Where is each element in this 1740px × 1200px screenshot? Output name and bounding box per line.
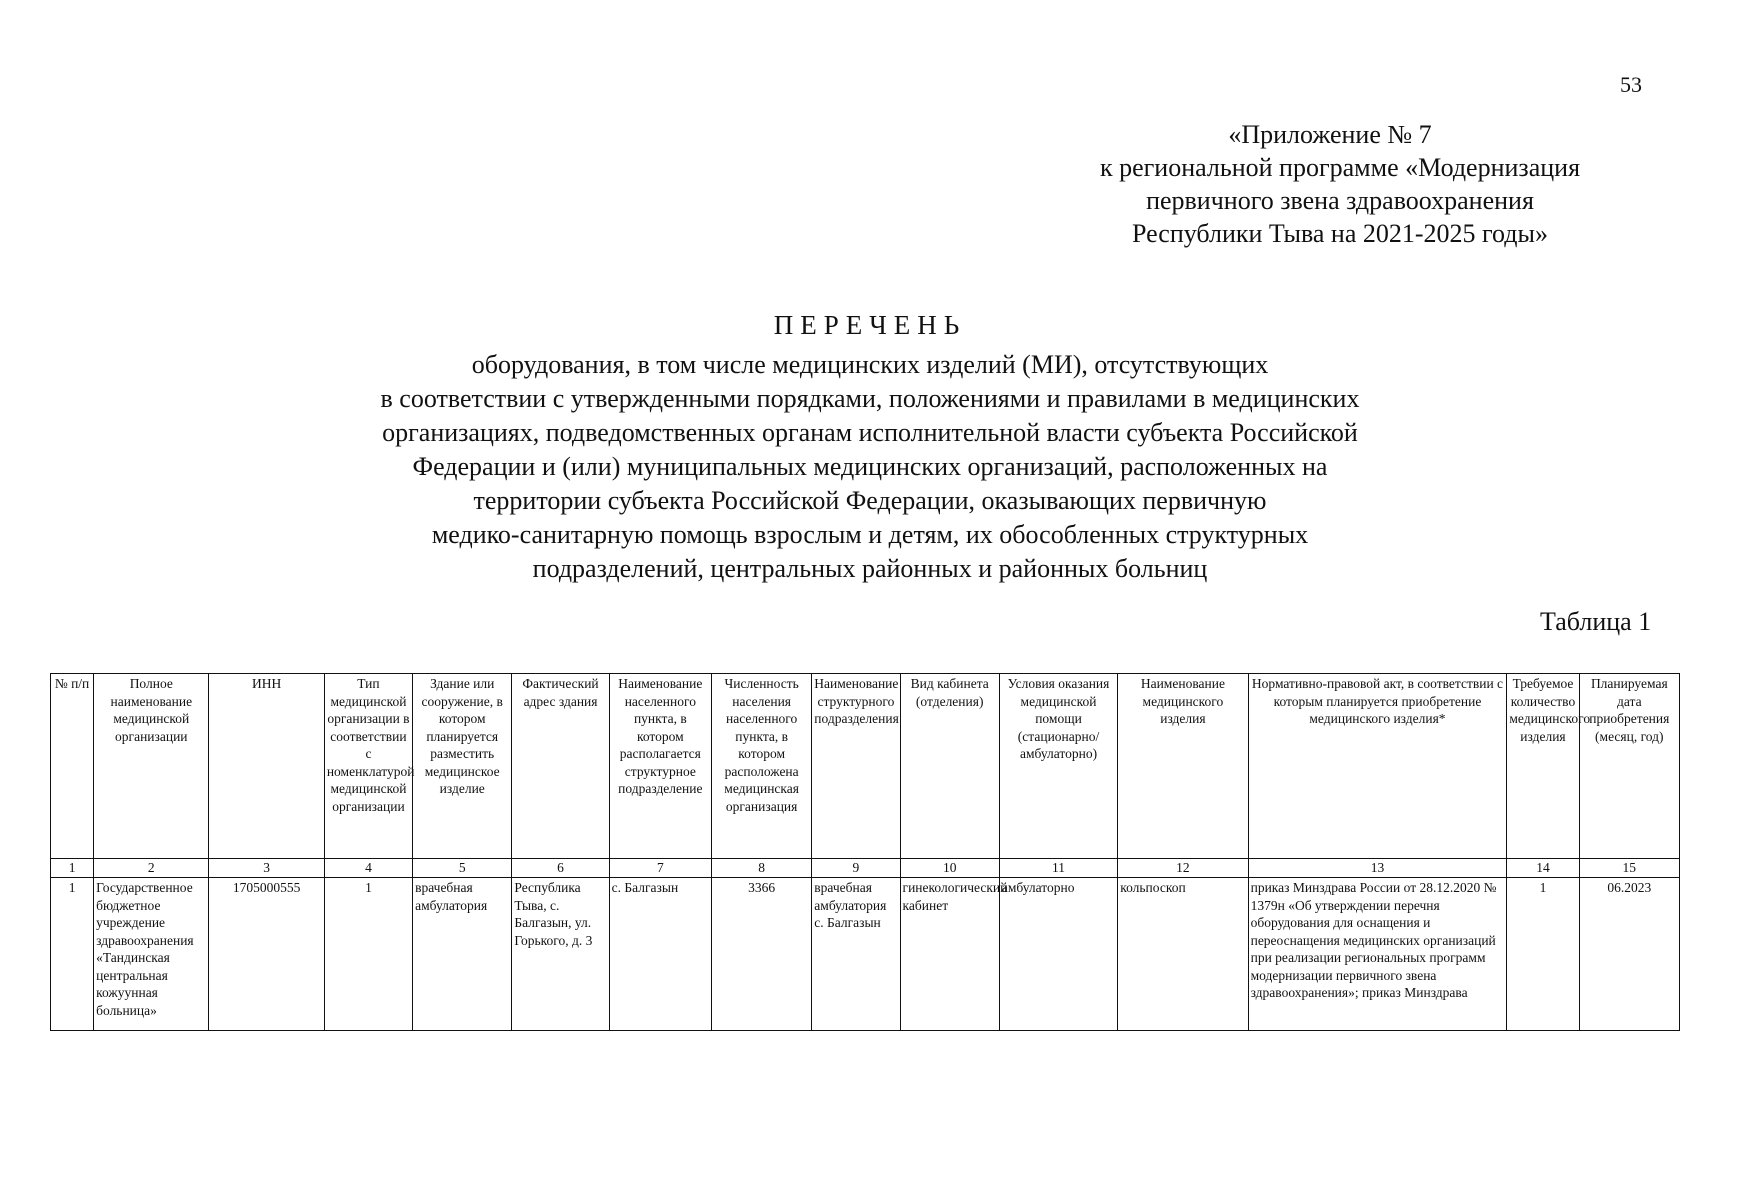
table-header-row [51, 674, 1680, 859]
cell-care-conditions: амбулаторно [999, 878, 1117, 1031]
column-header: Численность населения населенного пункта, в котором расположена медицинская организация [711, 674, 811, 859]
column-header: Полное наименование медицинской организации [94, 674, 209, 859]
document-title: ПЕРЕЧЕНЬ [773, 310, 967, 340]
column-header: Вид кабинета (отделения) [900, 674, 999, 859]
appendix-line: «Приложение № 7 [1228, 120, 1432, 149]
column-header: ИНН [209, 674, 324, 859]
cell-population: 3366 [711, 878, 811, 1031]
document-subtitle [230, 348, 1510, 586]
column-number: 13 [1248, 859, 1507, 878]
subtitle-line: организациях, подведомственных органам исполнительной власти субъекта Российской [382, 418, 1358, 447]
column-header: Наименование структурного подразделения [812, 674, 900, 859]
cell-quantity: 1 [1507, 878, 1579, 1031]
subtitle-line: оборудования, в том числе медицинских изделий (МИ), отсутствующих [471, 350, 1269, 379]
column-number: 10 [900, 859, 999, 878]
appendix-header [1000, 118, 1680, 250]
column-number-row [51, 859, 1680, 878]
cell-planned-date: 06.2023 [1579, 878, 1679, 1031]
column-header: Наименование населенного пункта, в котором располагается структурное подразделение [609, 674, 711, 859]
column-header: Условия оказания медицинской помощи (стационарно/ амбулаторно) [999, 674, 1117, 859]
subtitle-line: подразделений, центральных районных и районных больниц [532, 554, 1208, 583]
cell-settlement: с. Балгазын [609, 878, 711, 1031]
cell-cabinet-type: гинекологический кабинет [900, 878, 999, 1031]
cell-organization-type: 1 [324, 878, 412, 1031]
column-number: 6 [512, 859, 609, 878]
appendix-line: Республики Тыва на 2021-2025 годы» [1131, 219, 1549, 248]
column-number: 2 [94, 859, 209, 878]
table-row [51, 878, 1680, 1031]
column-header: № п/п [51, 674, 94, 859]
column-number: 11 [999, 859, 1117, 878]
cell-organization-name: Государственное бюджетное учреждение здравоохранения «Тандинская центральная кожуунная больница» [94, 878, 209, 1031]
column-number: 4 [324, 859, 412, 878]
cell-legal-act: приказ Минздрава России от 28.12.2020 № 1379н «Об утверждении перечня оборудования для оснащения и переоснащения медицинских организаций при реализации региональных программ модернизации первичного звена здравоохранения»; приказ Минздрава [1248, 878, 1507, 1031]
column-header: Тип медицинской организации в соответствии с номенклатурой медицинской организации [324, 674, 412, 859]
column-number: 9 [812, 859, 900, 878]
column-header: Здание или сооружение, в котором планируется разместить медицинское изделие [413, 674, 512, 859]
cell-subdivision: врачебная амбулатория с. Балгазын [812, 878, 900, 1031]
column-header: Нормативно-правовой акт, в соответствии с которым планируется приобретение медицинского изделия* [1248, 674, 1507, 859]
column-number: 15 [1579, 859, 1679, 878]
equipment-table [50, 673, 1680, 1031]
cell-inn: 1705000555 [209, 878, 324, 1031]
column-number: 14 [1507, 859, 1579, 878]
column-header: Фактический адрес здания [512, 674, 609, 859]
table-label: Таблица 1 [1540, 607, 1652, 636]
column-number: 1 [51, 859, 94, 878]
subtitle-line: территории субъекта Российской Федерации, оказывающих первичную [473, 486, 1267, 515]
appendix-line: к региональной программе «Модернизация [1099, 153, 1581, 182]
subtitle-line: медико-санитарную помощь взрослым и детям, их обособленных структурных [431, 520, 1309, 549]
subtitle-line: Федерации и (или) муниципальных медицинских организаций, расположенных на [412, 452, 1328, 481]
column-header: Требуемое количество медицинского изделия [1507, 674, 1579, 859]
cell-row-number: 1 [51, 878, 94, 1031]
cell-device-name: кольпоскоп [1118, 878, 1248, 1031]
cell-building: врачебная амбулатория [413, 878, 512, 1031]
column-header: Планируемая дата приобретения (месяц, год) [1579, 674, 1679, 859]
appendix-line: первичного звена здравоохранения [1146, 186, 1534, 215]
cell-address: Республика Тыва, с. Балгазын, ул. Горького, д. 3 [512, 878, 609, 1031]
column-number: 7 [609, 859, 711, 878]
page-number: 53 [1620, 72, 1642, 97]
column-number: 5 [413, 859, 512, 878]
column-number: 3 [209, 859, 324, 878]
column-number: 12 [1118, 859, 1248, 878]
subtitle-line: в соответствии с утвержденными порядками, положениями и правилами в медицинских [380, 384, 1360, 413]
column-number: 8 [711, 859, 811, 878]
column-header: Наименование медицинского изделия [1118, 674, 1248, 859]
